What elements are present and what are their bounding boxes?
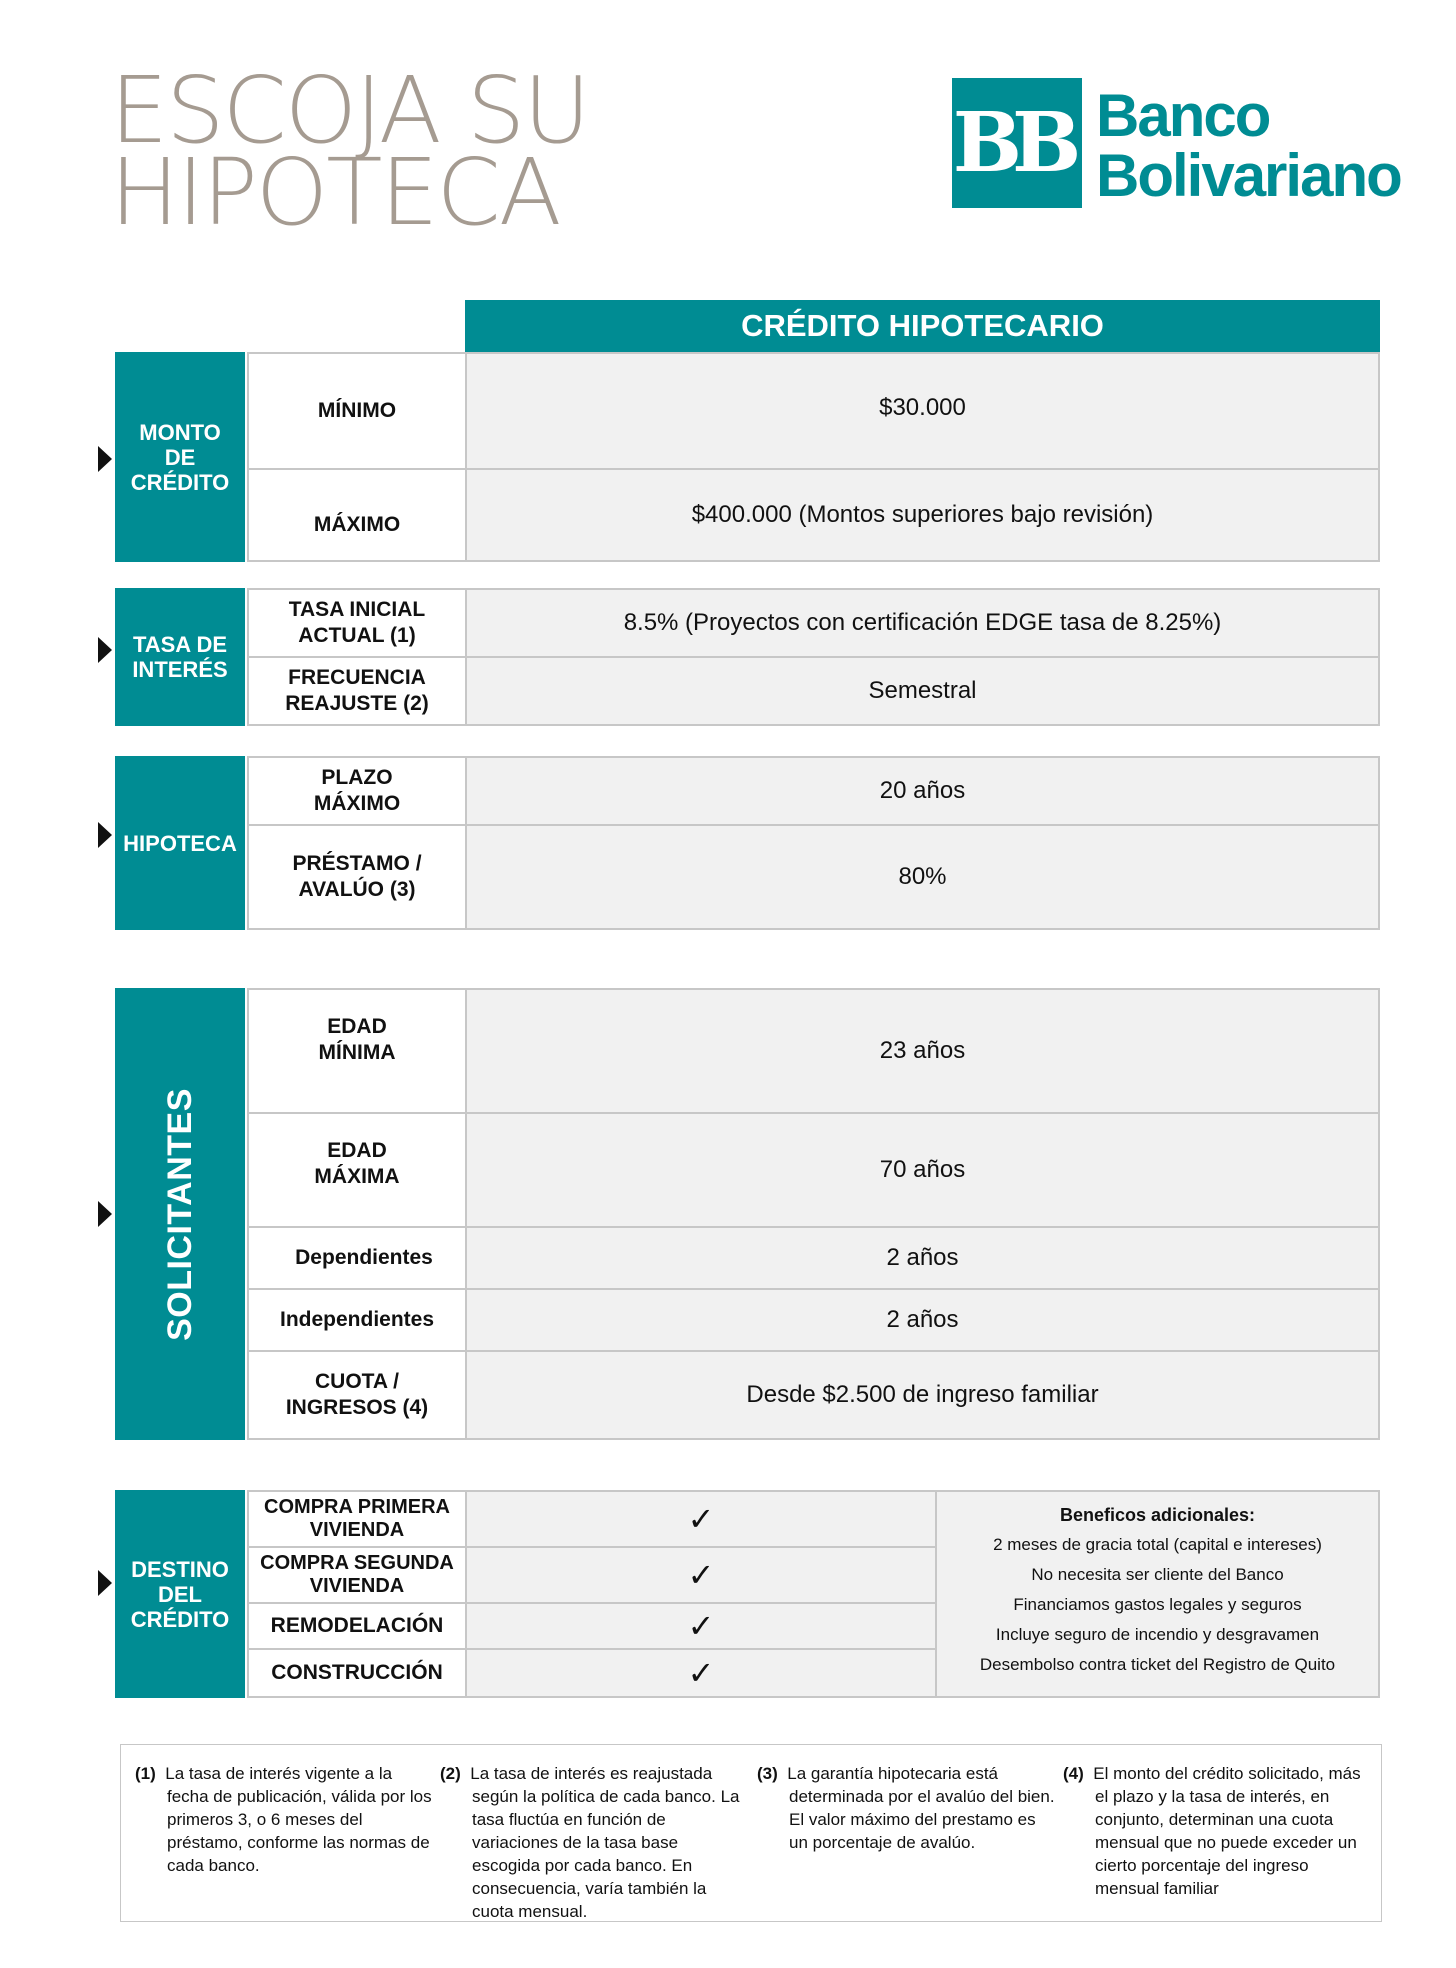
solicitantes-row-label xyxy=(247,988,467,1114)
check-icon: ✓ xyxy=(687,1654,715,1692)
check-icon: ✓ xyxy=(687,1607,715,1645)
destino-row-label xyxy=(247,1490,467,1548)
solicitantes-row-value: Desde $2.500 de ingreso familiar xyxy=(465,1350,1380,1440)
footnote-3-number: (3) xyxy=(757,1764,778,1783)
bank-logo-name xyxy=(1096,82,1401,209)
benefit-item: 2 meses de gracia total (capital e intereses) xyxy=(993,1535,1322,1554)
destino-row-check xyxy=(465,1546,937,1604)
logo-name-line-2: Bolivariano xyxy=(1096,142,1401,209)
solicitantes-row-label xyxy=(247,1350,467,1440)
hipoteca-row-label xyxy=(247,824,467,930)
title-line-1: ESCOJA SU xyxy=(110,57,589,164)
solicitantes-row-label: Independientes xyxy=(247,1288,467,1352)
logo-name-line-1: Banco xyxy=(1096,82,1270,149)
footnote-3 xyxy=(757,1762,1057,1854)
tasa-row-value: 8.5% (Proyectos con certificación EDGE tasa de 8.25%) xyxy=(465,588,1380,658)
footnote-4-number: (4) xyxy=(1063,1764,1084,1783)
benefits-title: Beneficos adicionales: xyxy=(1059,1505,1256,1525)
group-hipoteca-label: HIPOTECA xyxy=(123,830,237,856)
hipoteca-row-label-text: PLAZO MÁXIMO xyxy=(313,766,401,815)
benefit-item: Desembolso contra ticket del Registro de Quito xyxy=(979,1655,1336,1674)
hipoteca-row-value: 20 años xyxy=(465,756,1380,826)
destino-row-check xyxy=(465,1602,937,1650)
destino-row-label: CONSTRUCCIÓN xyxy=(247,1648,467,1698)
group-destino xyxy=(115,1490,245,1698)
tasa-arrow-icon xyxy=(98,637,112,663)
check-icon: ✓ xyxy=(687,1556,715,1594)
tasa-row-label xyxy=(247,588,467,658)
group-destino-label: DESTINO DEL CRÉDITO xyxy=(130,1556,230,1632)
check-icon: ✓ xyxy=(687,1500,715,1538)
product-header: CRÉDITO HIPOTECARIO xyxy=(465,300,1380,352)
monto-row-value: $30.000 xyxy=(465,352,1380,470)
monto-row-value: $400.000 (Montos superiores bajo revisión) xyxy=(465,468,1380,562)
tasa-row-label-text: TASA INICIAL ACTUAL (1) xyxy=(288,598,426,647)
tasa-row-label-text: FRECUENCIA REAJUSTE (2) xyxy=(285,666,429,715)
destino-row-label: REMODELACIÓN xyxy=(247,1602,467,1650)
monto-arrow-icon xyxy=(98,446,112,472)
solicitantes-row-label-text: CUOTA / INGRESOS (4) xyxy=(285,1370,429,1419)
benefits-box xyxy=(935,1490,1380,1698)
solicitantes-row-label xyxy=(247,1112,467,1228)
footnote-4-text: El monto del crédito solicitado, más el plazo y la tasa de interés, en conjunto, determinan una cuota mensual que no puede exceder un cierto porcentaje del ingreso mensual familiar xyxy=(1093,1764,1361,1898)
destino-row-check xyxy=(465,1490,937,1548)
footnote-1 xyxy=(135,1762,435,1877)
solicitantes-arrow-icon xyxy=(98,1201,112,1227)
footnote-1-text: La tasa de interés vigente a la fecha de publicación, válida por los primeros 3, o 6 meses del préstamo, conforme las normas de cada banco. xyxy=(165,1764,432,1875)
benefit-item: No necesita ser cliente del Banco xyxy=(1031,1565,1284,1584)
destino-row-label-text: COMPRA PRIMERA VIVIENDA xyxy=(264,1496,450,1541)
footnote-2-text: La tasa de interés es reajustada según la política de cada banco. La tasa fluctúa en función de variaciones de la tasa base escogida por cada banco. En consecuencia, varía también la cuota mensual. xyxy=(470,1764,740,1921)
tasa-row-value: Semestral xyxy=(465,656,1380,726)
monto-row-label: MÍNIMO xyxy=(247,352,467,470)
group-solicitantes xyxy=(115,988,245,1440)
group-solicitantes-label: SOLICITANTES xyxy=(160,1087,199,1341)
monto-row-label: MÁXIMO xyxy=(247,468,467,562)
logo-mark-text: BB xyxy=(952,95,1072,191)
solicitantes-row-label-text: EDAD MÍNIMA xyxy=(318,1015,396,1064)
group-monto xyxy=(115,352,245,562)
hipoteca-row-label xyxy=(247,756,467,826)
benefit-item: Incluye seguro de incendio y desgravamen xyxy=(995,1625,1320,1644)
bank-logo-mark xyxy=(952,78,1082,208)
benefit-item: Financiamos gastos legales y seguros xyxy=(1013,1595,1302,1614)
group-tasa-label: TASA DE INTERÉS xyxy=(132,632,228,682)
footnote-2 xyxy=(440,1762,750,1923)
hipoteca-row-value: 80% xyxy=(465,824,1380,930)
page-title xyxy=(110,57,730,246)
solicitantes-row-label-text: EDAD MÁXIMA xyxy=(314,1139,400,1188)
destino-arrow-icon xyxy=(98,1570,112,1596)
solicitantes-row-value: 23 años xyxy=(465,988,1380,1114)
hipoteca-row-label-text: PRÉSTAMO / AVALÚO (3) xyxy=(292,852,422,901)
solicitantes-row-value: 70 años xyxy=(465,1112,1380,1228)
destino-row-check xyxy=(465,1648,937,1698)
solicitantes-row-value: 2 años xyxy=(465,1288,1380,1352)
footnote-1-number: (1) xyxy=(135,1764,156,1783)
destino-row-label-text: COMPRA SEGUNDA VIVIENDA xyxy=(260,1552,454,1597)
destino-row-label xyxy=(247,1546,467,1604)
group-hipoteca xyxy=(115,756,245,930)
hipoteca-arrow-icon xyxy=(98,822,112,848)
footnote-2-number: (2) xyxy=(440,1764,461,1783)
solicitantes-row-value: 2 años xyxy=(465,1226,1380,1290)
footnote-3-text: La garantía hipotecaria está determinada por el avalúo del bien. El valor máximo del prestamo es un porcentaje de avalúo. xyxy=(787,1764,1055,1852)
group-tasa xyxy=(115,588,245,726)
tasa-row-label xyxy=(247,656,467,726)
footnote-4 xyxy=(1063,1762,1373,1900)
title-line-2: HIPOTECA xyxy=(110,139,560,246)
group-monto-label: MONTO DE CRÉDITO xyxy=(130,419,230,495)
solicitantes-row-label: Dependientes xyxy=(247,1226,467,1290)
